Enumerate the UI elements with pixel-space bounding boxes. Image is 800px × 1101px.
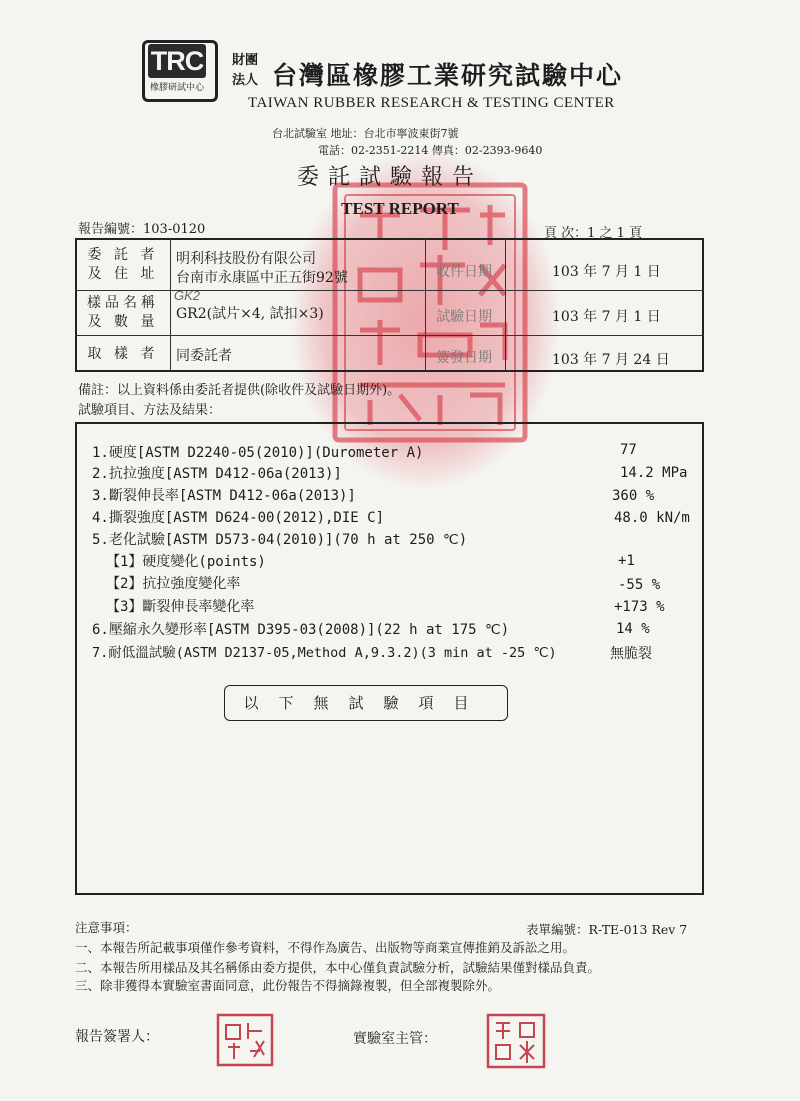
received-date: 103 年 7 月 1 日 [552, 264, 661, 280]
note-1: 一、本報告所記載事項僅作參考資料，不得作為廣告、出版物等商業宣傳推銷及訴訟之用。 [75, 940, 576, 955]
org-prefix-1: 財團 [232, 53, 259, 68]
result-label: 【3】斷裂伸長率變化率 [106, 599, 255, 615]
page-info: 頁 次：1 之 1 頁 [544, 226, 643, 241]
sample-handwritten: GK2 [174, 288, 201, 303]
phone-line: 電話：02-2351-2214 傳真：02-2393-9640 [318, 144, 543, 157]
result-value: +173 % [614, 599, 665, 615]
result-label: 【1】硬度變化(points) [106, 554, 266, 570]
note-2: 二、本報告所用樣品及其名稱係由委方提供，本中心僅負責試驗分析，試驗結果僅對樣品負責。 [75, 960, 601, 975]
trc-logo: TRC [148, 44, 206, 78]
signer-label: 報告簽署人： [75, 1029, 159, 1045]
result-value: 14.2 MPa [620, 465, 688, 481]
result-label: 7.耐低溫試驗(ASTM D2137-05,Method A,9.3.2)(3 min at -25 ℃) [92, 645, 557, 661]
result-value: 無脆裂 [610, 646, 652, 662]
result-label: 6.壓縮永久變形率[ASTM D395-03(2008)](22 h at 175 ℃) [92, 622, 510, 638]
result-value: 14 % [616, 621, 650, 637]
result-value: +1 [618, 553, 635, 569]
result-value: -55 % [618, 577, 661, 593]
client-address: 台南市永康區中正五街92號 [176, 270, 348, 286]
sampler-label: 取 樣 者 [87, 346, 159, 362]
client-name: 明利科技股份有限公司 [176, 251, 316, 267]
result-value: 77 [620, 442, 637, 458]
test-date: 103 年 7 月 1 日 [552, 309, 661, 325]
result-label: 4.撕裂強度[ASTM D624-00(2012),DIE C] [92, 510, 385, 526]
result-label: 2.抗拉強度[ASTM D412-06a(2013)] [92, 466, 342, 482]
note-3: 三、除非獲得本實驗室書面同意，此份報告不得摘錄複製，但全部複製除外。 [75, 978, 501, 993]
end-of-items-box: 以下無試驗項目 [224, 685, 508, 721]
table-divider [170, 238, 171, 372]
result-label: 1.硬度[ASTM D2240-05(2010)](Durometer A) [92, 445, 424, 461]
sampler-value: 同委託者 [176, 348, 232, 364]
org-name-en: TAIWAN RUBBER RESEARCH & TESTING CENTER [248, 95, 615, 111]
table-divider [425, 238, 426, 372]
supervisor-seal [486, 1013, 546, 1069]
client-label: 委 託 者 及 住 址 [87, 247, 159, 282]
issue-date-label: 簽發日期 [436, 350, 492, 366]
report-title-en: TEST REPORT [341, 199, 459, 218]
sample-label: 樣品名稱 及 數 量 [87, 295, 159, 330]
logo-subtitle: 橡膠研試中心 [149, 83, 204, 93]
notes-title: 注意事項： [75, 920, 138, 935]
form-number: 表單編號：R-TE-013 Rev 7 [526, 922, 688, 937]
received-label: 收件日期 [436, 264, 492, 280]
supervisor-label: 實驗室主管： [353, 1031, 437, 1047]
sample-value: GR2(試片×4, 試扣×3) [176, 306, 324, 322]
result-value: 360 % [612, 488, 655, 504]
test-date-label: 試驗日期 [436, 309, 492, 325]
items-title: 試驗項目、方法及結果： [78, 403, 222, 418]
org-prefix-2: 法人 [232, 73, 259, 88]
result-label: 5.老化試驗[ASTM D573-04(2010)](70 h at 250 ℃) [92, 532, 468, 548]
remarks-note: 備註：以上資料係由委託者提供(除收件及試驗日期外)。 [78, 383, 401, 398]
table-divider [505, 238, 506, 372]
result-label: 【2】抗拉強度變化率 [106, 576, 241, 592]
report-title: 委託試驗報告 [296, 165, 483, 190]
org-name: 台灣區橡膠工業研究試驗中心 [272, 61, 624, 90]
issue-date: 103 年 7 月 24 日 [552, 352, 670, 368]
result-value: 48.0 kN/m [614, 510, 690, 526]
address-line: 台北試驗室 地址：台北市寧波東街7號 [272, 127, 459, 140]
signer-seal [216, 1013, 274, 1067]
result-label: 3.斷裂伸長率[ASTM D412-06a(2013)] [92, 488, 356, 504]
report-number: 報告編號：103-0120 [78, 222, 206, 237]
